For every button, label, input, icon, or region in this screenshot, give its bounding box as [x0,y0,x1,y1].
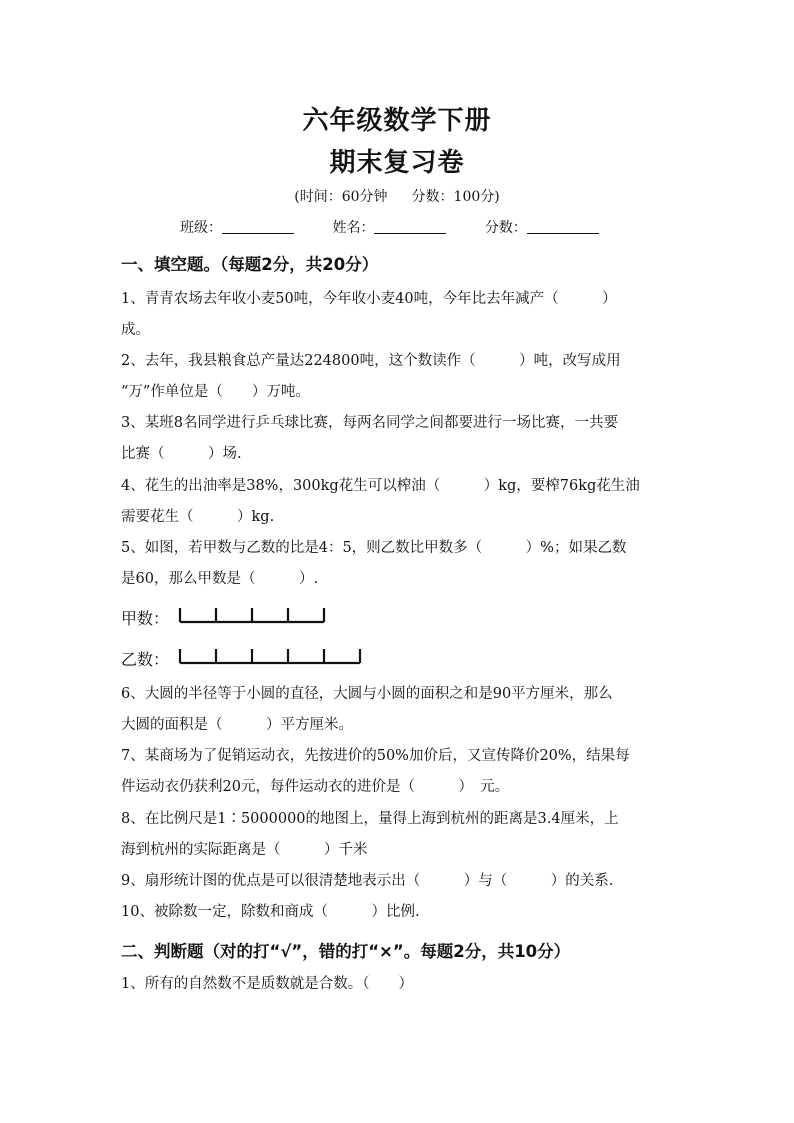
question-line: 7、某商场为了促销运动衣，先按进价的50%加价后，又宣传降价20%，结果每 [121,748,630,764]
exam-time: (时间：60分钟 [294,189,388,205]
question-line: 9、扇形统计图的优点是可以很清楚地表示出（ ）与（ ）的关系. [121,873,614,889]
question-1-10 [121,897,673,928]
question-line: 2、去年，我县粮食总产量达224800吨，这个数读作（ ）吨，改写成用 [121,353,621,369]
question-line: 是60，那么甲数是（ ）. [121,571,319,587]
question-1-7 [121,741,673,803]
question-line: 需要花生（ ）kg. [121,509,275,525]
question-line: 1、所有的自然数不是质数就是合数。（ ） [121,976,413,992]
section-2-heading: 二、判断题（对的打“√”，错的打“×”。每题2分，共10分） [121,942,571,961]
question-line: “万”作单位是（ ）万吨。 [121,384,310,400]
question-line: 6、大圆的半径等于小圆的直径，大圆与小圆的面积之和是90平方厘米，那么 [121,686,613,702]
yi-label: 乙数： [121,650,170,669]
class-label: 班级： [180,220,222,236]
score-field [485,217,599,237]
question-1-3 [121,408,673,470]
question-line: 件运动衣仍获利20元，每件运动衣的进价是（ ） 元。 [121,779,510,795]
yi-bar-diagram [175,649,365,669]
score-blank [527,219,599,234]
question-line: 4、花生的出油率是38%，300kg花生可以榨油（ ）kg，要榨76kg花生油 [121,478,640,494]
question-1-6 [121,679,673,741]
section-1-heading: 一、填空题。（每题2分，共20分） [121,255,379,274]
question-line: 大圆的面积是（ ）平方厘米。 [121,717,353,733]
question-line: 海到杭州的实际距离是（ ）千米 [121,842,368,858]
question-1-1 [121,284,673,346]
page-subtitle: 期末复习卷 [329,148,465,178]
class-field [180,217,294,237]
question-2-1 [121,969,673,1000]
question-1-5 [121,533,673,595]
class-blank [222,219,294,234]
question-line: 1、青青农场去年收小麦50吨，今年收小麦40吨，今年比去年减产（ ） [121,291,617,307]
question-line: 8、在比例尺是1∶5000000的地图上，量得上海到杭州的距离是3.4厘米，上 [121,811,619,827]
question-1-8 [121,804,673,866]
score-label: 分数： [484,220,527,236]
student-fields [180,217,633,237]
question-line: 5、如图，若甲数与乙数的比是4：5，则乙数比甲数多（ ）%；如果乙数 [121,540,627,556]
name-field [332,217,446,237]
question-line: 10、被除数一定，除数和商成（ ）比例. [121,904,420,920]
question-1-4 [121,471,673,533]
question-line: 比赛（ ）场. [121,446,242,462]
question-1-9 [121,866,673,897]
exam-total-score: 分数：100分) [411,189,500,205]
question-line: 3、某班8名同学进行乒乓球比赛，每两名同学之间都要进行一场比赛，一共要 [121,415,618,431]
name-label: 姓名： [332,220,375,236]
name-blank [374,219,446,234]
page-title: 六年级数学下册 [302,106,492,136]
jia-label: 甲数： [121,609,170,628]
question-1-2 [121,346,673,408]
jia-bar-diagram [175,608,365,628]
question-line: 成。 [121,322,150,338]
exam-meta [0,186,794,206]
